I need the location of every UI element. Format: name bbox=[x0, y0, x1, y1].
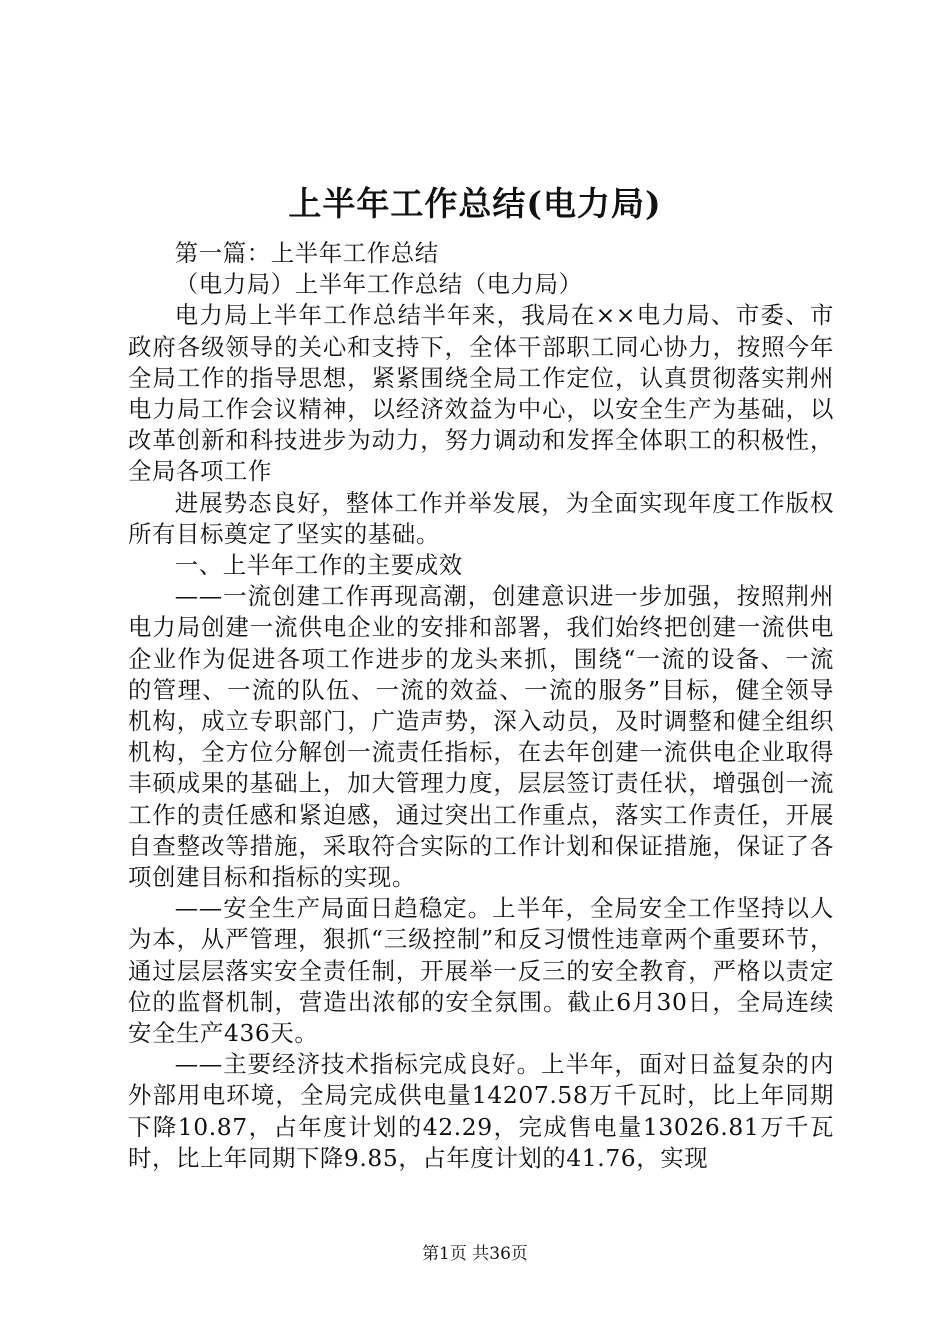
document-title: 上半年工作总结(电力局) bbox=[288, 184, 662, 223]
paragraph: 电力局上半年工作总结半年来，我局在××电力局、市委、市政府各级领导的关心和支持下，全体干部职工同心协力，按照今年全局工作的指导思想，紧紧围绕全局工作定位，认真贯彻落实荆州电力局工作会议精神，以经济效益为中心，以安全生产为基础，以改革创新和科技进步为动力，努力调动和发挥全体职工的积极性，全局各项工作 bbox=[128, 301, 834, 486]
paragraph: （电力局）上半年工作总结（电力局） bbox=[174, 270, 583, 299]
document-body bbox=[128, 238, 834, 1174]
paragraph: ——一流创建工作再现高潮，创建意识进一步加强，按照荆州电力局创建一流供电企业的安排和部署，我们始终把创建一流供电企业作为促进各项工作进步的龙头来抓，围绕“一流的设备、一流的管理、一流的队伍、一流的效益、一流的服务”目标，健全领导机构，成立专职部门，广造声势，深入动员，及时调整和健全组织机构，全方位分解创一流责任指标，在去年创建一流供电企业取得丰硕成果的基础上，加大管理力度，层层签订责任状，增强创一流工作的责任感和紧迫感，通过突出工作重点，落实工作责任，开展自查整改等措施，采取符合实际的工作计划和保证措施，保证了各项创建目标和指标的实现。 bbox=[128, 582, 834, 892]
paragraph: ——主要经济技术指标完成良好。上半年，面对日益复杂的内外部用电环境，全局完成供电量14207.58万千瓦时，比上年同期下降10.87，占年度计划的42.29，完成售电量13026.81万千瓦时，比上年同期下降9.85，占年度计划的41.76，实现 bbox=[128, 1050, 834, 1172]
paragraph: ——安全生产局面日趋稳定。上半年，全局安全工作坚持以人为本，从严管理，狠抓“三级控制”和反习惯性违章两个重要环节，通过层层落实安全责任制，开展举一反三的安全教育，严格以责定位的监督机制，营造出浓郁的安全氛围。截止6月30日，全局连续安全生产436天。 bbox=[128, 894, 834, 1048]
page-number-footer: 第1页 共36页 bbox=[422, 1244, 528, 1264]
section-heading: 一、上半年工作的主要成效 bbox=[174, 551, 463, 580]
paragraph: 进展势态良好，整体工作并举发展，为全面实现年度工作版权所有目标奠定了坚实的基础。 bbox=[128, 488, 834, 548]
paragraph: 第一篇：上半年工作总结 bbox=[174, 239, 439, 267]
